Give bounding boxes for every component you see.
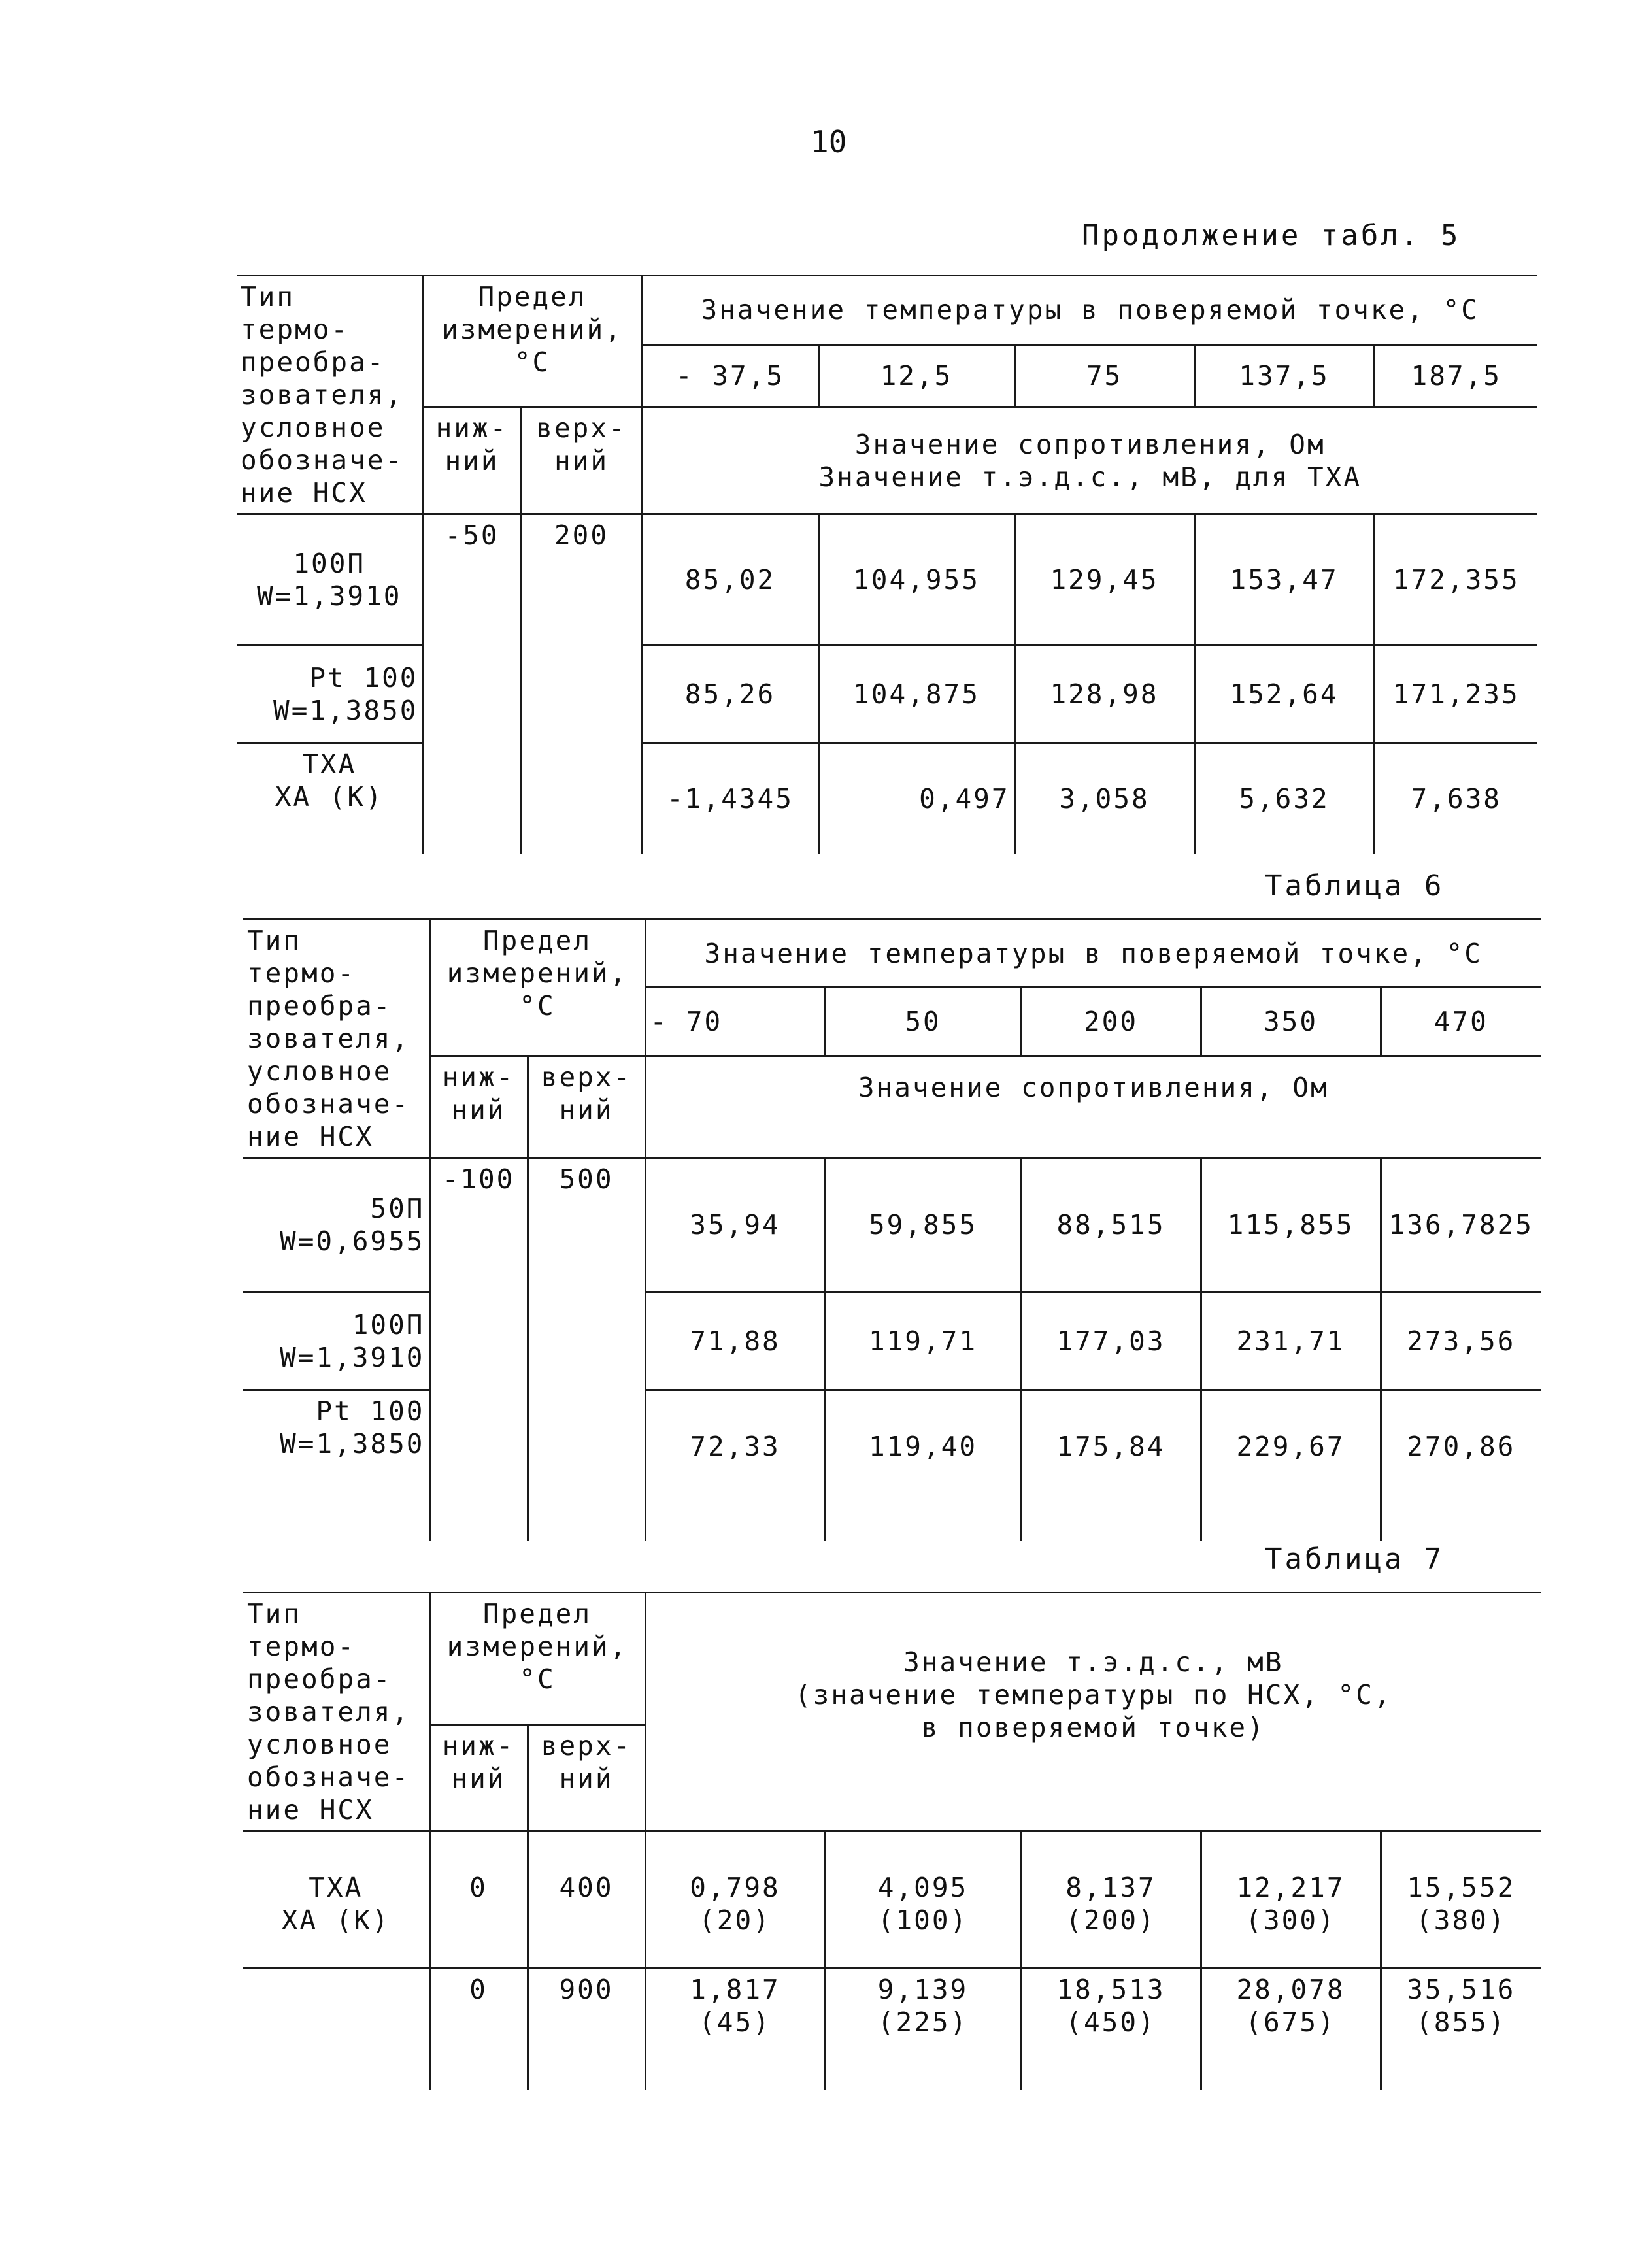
value-cell: 35,94 bbox=[645, 1158, 825, 1292]
value-cell: 3,058 bbox=[1014, 743, 1194, 854]
lower-limit-header: ниж- ний bbox=[423, 407, 521, 514]
value-cell: 153,47 bbox=[1194, 514, 1374, 645]
sensor-type: Pt 100 W=1,3850 bbox=[237, 645, 423, 743]
limit-header: Предел измерений, °C bbox=[429, 920, 645, 1056]
temp-cell: 350 bbox=[1201, 988, 1381, 1056]
table-5 bbox=[237, 275, 1537, 854]
temp-cell: 200 bbox=[1021, 988, 1201, 1056]
value-header: Значение сопротивления, Ом bbox=[645, 1056, 1541, 1158]
value-cell: 9,139 (225) bbox=[825, 1969, 1021, 2090]
lower-limit-header: ниж- ний bbox=[429, 1056, 528, 1158]
table-6-caption: Таблица 6 bbox=[1265, 869, 1445, 903]
value-cell: 1,817 (45) bbox=[645, 1969, 825, 2090]
value-cell: 0,798 (20) bbox=[645, 1831, 825, 1969]
value-cell: 231,71 bbox=[1201, 1292, 1381, 1390]
upper-limit-header: верх- ний bbox=[528, 1724, 645, 1831]
value-cell: 104,875 bbox=[818, 645, 1014, 743]
value-cell: 119,71 bbox=[825, 1292, 1021, 1390]
value-cell: 172,355 bbox=[1374, 514, 1537, 645]
range-low: 0 bbox=[429, 1969, 528, 2090]
value-cell: 129,45 bbox=[1014, 514, 1194, 645]
sensor-type: ТХА ХА (К) bbox=[237, 743, 423, 854]
value-header: Значение сопротивления, Ом Значение т.э.д.с., мВ, для ТХА bbox=[642, 407, 1537, 514]
temp-cell: 50 bbox=[825, 988, 1021, 1056]
range-high: 900 bbox=[528, 1969, 645, 2090]
value-cell: 7,638 bbox=[1374, 743, 1537, 854]
upper-limit-header: верх- ний bbox=[528, 1056, 645, 1158]
temp-cell: 137,5 bbox=[1194, 344, 1374, 407]
range-low: -100 bbox=[429, 1158, 528, 1541]
value-cell: 128,98 bbox=[1014, 645, 1194, 743]
value-cell: 85,26 bbox=[642, 645, 818, 743]
value-cell: 152,64 bbox=[1194, 645, 1374, 743]
table-7-caption: Таблица 7 bbox=[1265, 1543, 1445, 1576]
value-cell: 136,7825 bbox=[1381, 1158, 1541, 1292]
value-cell: 119,40 bbox=[825, 1390, 1021, 1541]
table-7 bbox=[243, 1592, 1541, 2090]
value-cell: 115,855 bbox=[1201, 1158, 1381, 1292]
value-cell: -1,4345 bbox=[642, 743, 818, 854]
value-cell: 175,84 bbox=[1021, 1390, 1201, 1541]
sensor-type: 50П W=0,6955 bbox=[243, 1158, 429, 1292]
value-cell: 59,855 bbox=[825, 1158, 1021, 1292]
sensor-type: 100П W=1,3910 bbox=[237, 514, 423, 645]
temp-cell: 470 bbox=[1381, 988, 1541, 1056]
temperature-header: Значение температуры в поверяемой точке, °C bbox=[645, 920, 1541, 988]
temp-cell: 75 bbox=[1014, 344, 1194, 407]
value-cell: 18,513 (450) bbox=[1021, 1969, 1201, 2090]
value-cell: 28,078 (675) bbox=[1201, 1969, 1381, 2090]
value-header: Значение т.э.д.с., мВ (значение температуры по НСХ, °C, в поверяемой точке) bbox=[645, 1593, 1541, 1831]
value-cell: 177,03 bbox=[1021, 1292, 1201, 1390]
value-cell: 171,235 bbox=[1374, 645, 1537, 743]
range-low: -50 bbox=[423, 514, 521, 854]
sensor-type: Pt 100 W=1,3850 bbox=[243, 1390, 429, 1541]
temp-cell: 12,5 bbox=[818, 344, 1014, 407]
value-cell: 15,552 (380) bbox=[1381, 1831, 1541, 1969]
table-5-caption: Продолжение табл. 5 bbox=[1082, 219, 1461, 252]
sensor-type: 100П W=1,3910 bbox=[243, 1292, 429, 1390]
temp-cell: - 70 bbox=[645, 988, 825, 1056]
value-cell: 104,955 bbox=[818, 514, 1014, 645]
page-number: 10 bbox=[811, 124, 847, 159]
sensor-type: ТХА ХА (К) bbox=[243, 1831, 429, 1969]
upper-limit-header: верх- ний bbox=[521, 407, 642, 514]
value-cell: 0,497 bbox=[818, 743, 1014, 854]
value-cell: 270,86 bbox=[1381, 1390, 1541, 1541]
type-header: Тип термо- преобра- зователя, условное обозначе- ние НСХ bbox=[243, 920, 429, 1158]
value-cell: 88,515 bbox=[1021, 1158, 1201, 1292]
temp-cell: - 37,5 bbox=[642, 344, 818, 407]
range-high: 500 bbox=[528, 1158, 645, 1541]
value-cell: 5,632 bbox=[1194, 743, 1374, 854]
limit-header: Предел измерений, °C bbox=[423, 276, 642, 407]
value-cell: 35,516 (855) bbox=[1381, 1969, 1541, 2090]
value-cell: 85,02 bbox=[642, 514, 818, 645]
temp-cell: 187,5 bbox=[1374, 344, 1537, 407]
limit-header: Предел измерений, °C bbox=[429, 1593, 645, 1725]
value-cell: 273,56 bbox=[1381, 1292, 1541, 1390]
value-cell: 4,095 (100) bbox=[825, 1831, 1021, 1969]
type-header: Тип термо- преобра- зователя, условное обозначе- ние НСХ bbox=[243, 1593, 429, 1831]
sensor-type-empty bbox=[243, 1969, 429, 2090]
temperature-header: Значение температуры в поверяемой точке, °C bbox=[642, 276, 1537, 345]
range-high: 200 bbox=[521, 514, 642, 854]
lower-limit-header: ниж- ний bbox=[429, 1724, 528, 1831]
value-cell: 12,217 (300) bbox=[1201, 1831, 1381, 1969]
value-cell: 71,88 bbox=[645, 1292, 825, 1390]
value-cell: 8,137 (200) bbox=[1021, 1831, 1201, 1969]
value-cell: 72,33 bbox=[645, 1390, 825, 1541]
table-6 bbox=[243, 918, 1541, 1541]
range-low: 0 bbox=[429, 1831, 528, 1969]
value-cell: 229,67 bbox=[1201, 1390, 1381, 1541]
range-high: 400 bbox=[528, 1831, 645, 1969]
type-header: Тип термо- преобра- зователя, условное обозначе- ние НСХ bbox=[237, 276, 423, 514]
